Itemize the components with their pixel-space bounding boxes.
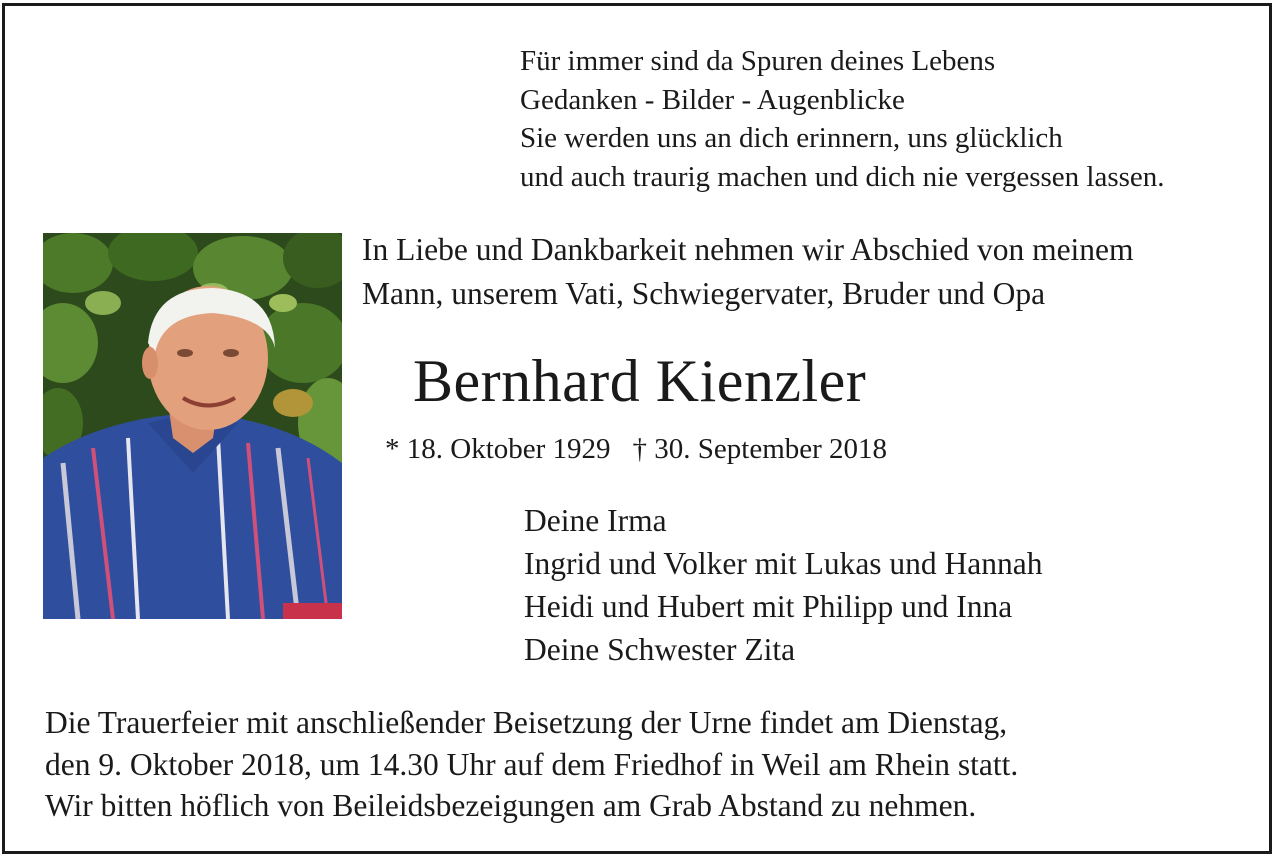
notice-line: Die Trauerfeier mit anschließender Beisetzung der Urne findet am Dienstag, [45,705,1008,740]
mourner-line: Ingrid und Volker mit Lukas und Hannah [524,546,1043,581]
notice-line: den 9. Oktober 2018, um 14.30 Uhr auf dem Friedhof in Weil am Rhein statt. [45,746,1019,782]
portrait-illustration [43,233,342,619]
funeral-notice [45,702,1018,827]
intro-line: Mann, unserem Vati, Schwiegervater, Bruder und Opa [362,276,1046,311]
poem-line: Für immer sind da Spuren deines Lebens [520,45,996,77]
deceased-name: Bernhard Kienzler [413,348,867,414]
poem-line: Sie werden uns an dich erinnern, uns glücklich [520,122,1063,154]
birth-date: * 18. Oktober 1929 [385,433,611,465]
death-date: † 30. September 2018 [632,433,888,465]
poem-verse [520,42,1165,196]
mourners-list [524,499,1043,671]
farewell-intro [362,228,1134,316]
notice-line: Wir bitten höflich von Beileidsbezeigungen am Grab Abstand zu nehmen. [45,788,977,823]
mourner-line: Deine Irma [524,503,667,538]
mourner-line: Heidi und Hubert mit Philipp und Inna [524,589,1013,624]
poem-line: und auch traurig machen und dich nie vergessen lassen. [520,160,1165,193]
intro-line: In Liebe und Dankbarkeit nehmen wir Abschied von meinem [362,232,1134,267]
portrait-photo [43,233,342,619]
mourner-line: Deine Schwester Zita [524,632,796,667]
life-dates [385,429,887,469]
poem-line: Gedanken - Bilder - Augenblicke [520,83,905,116]
